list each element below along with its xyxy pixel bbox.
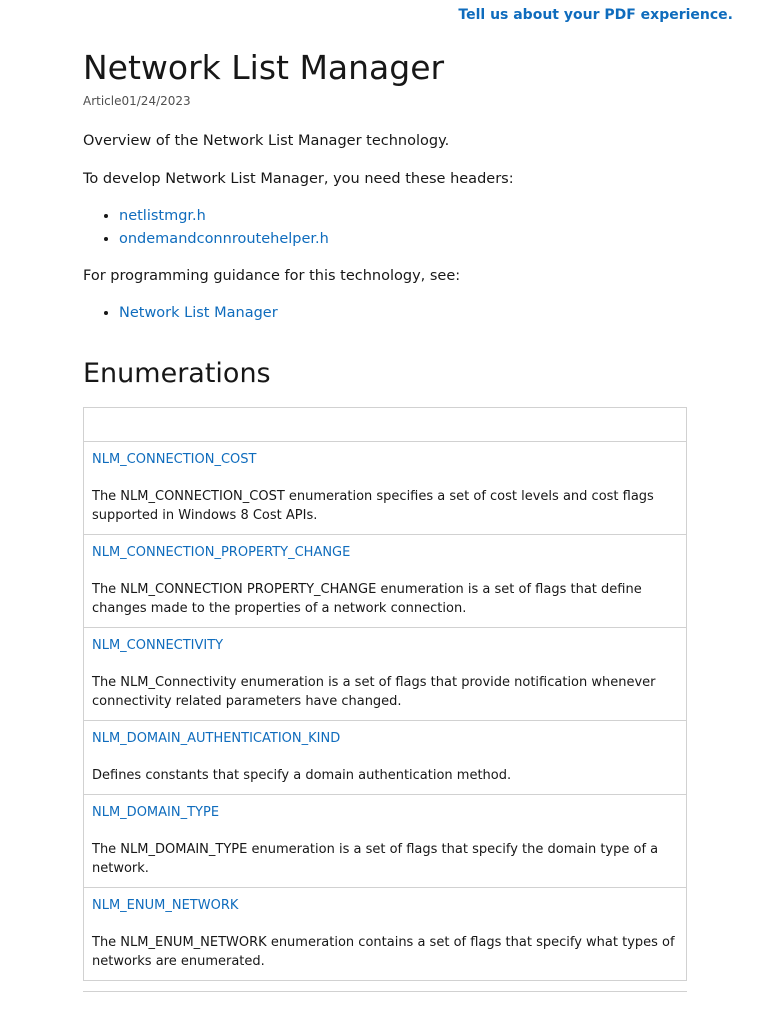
table-cell — [84, 795, 687, 888]
guidance-intro-text: For programming guidance for this technology, see: — [83, 268, 461, 284]
table-row — [84, 442, 687, 535]
enum-link-nlm-domain-type[interactable]: NLM_DOMAIN_TYPE — [92, 805, 220, 820]
enum-link-nlm-enum-network[interactable]: NLM_ENUM_NETWORK — [92, 898, 239, 913]
table-cell — [84, 628, 687, 721]
overview-text: Overview of the Network List Manager technology. — [83, 133, 450, 149]
header-link-netlistmgr[interactable]: netlistmgr.h — [119, 208, 206, 224]
table-cell — [84, 721, 687, 795]
list-item — [119, 302, 687, 325]
enumerations-table — [83, 407, 687, 981]
pdf-feedback-link[interactable]: Tell us about your PDF experience. — [458, 7, 733, 23]
table-row — [84, 721, 687, 795]
enum-link-nlm-connectivity[interactable]: NLM_CONNECTIVITY — [92, 638, 224, 653]
table-header — [84, 408, 687, 442]
enum-link-nlm-connection-cost[interactable]: NLM_CONNECTION_COST — [92, 452, 257, 467]
enum-link-nlm-connection-property-change[interactable]: NLM_CONNECTION_PROPERTY_CHANGE — [92, 545, 351, 560]
enum-description: Defines constants that specify a domain authentication method. — [92, 768, 512, 783]
headers-intro-text: To develop Network List Manager, you need these headers: — [83, 171, 514, 187]
enum-description: The NLM_CONNECTION PROPERTY_CHANGE enumeration is a set of flags that define changes made to the properties of a network connection. — [92, 582, 642, 616]
enum-link-nlm-domain-authentication-kind[interactable]: NLM_DOMAIN_AUTHENTICATION_KIND — [92, 731, 341, 746]
enum-description: The NLM_DOMAIN_TYPE enumeration is a set of flags that specify the domain type of a network. — [92, 842, 659, 876]
table-row — [84, 535, 687, 628]
list-item — [119, 228, 687, 251]
enum-description: The NLM_Connectivity enumeration is a set of flags that provide notification whenever connectivity related parameters have changed. — [92, 675, 656, 709]
header-link-ondemandconnroutehelper[interactable]: ondemandconnroutehelper.h — [119, 231, 329, 247]
table-row — [84, 628, 687, 721]
table-cell — [84, 535, 687, 628]
list-item — [119, 205, 687, 228]
footer-divider — [83, 991, 687, 992]
headers-list — [83, 205, 687, 251]
enumerations-heading: Enumerations — [83, 358, 271, 389]
table-header-cell — [84, 408, 687, 442]
table-cell — [84, 442, 687, 535]
guidance-link-network-list-manager[interactable]: Network List Manager — [119, 305, 278, 321]
table-row — [84, 888, 687, 981]
article-meta: Article01/24/2023 — [83, 94, 191, 108]
enum-description: The NLM_CONNECTION_COST enumeration specifies a set of cost levels and cost flags supported in Windows 8 Cost APIs. — [92, 489, 654, 523]
article-content — [83, 0, 687, 981]
page-title: Network List Manager — [83, 48, 445, 87]
guidance-list — [83, 302, 687, 325]
table-row — [84, 795, 687, 888]
table-cell — [84, 888, 687, 981]
enum-description: The NLM_ENUM_NETWORK enumeration contains a set of flags that specify what types of networks are enumerated. — [92, 935, 675, 969]
